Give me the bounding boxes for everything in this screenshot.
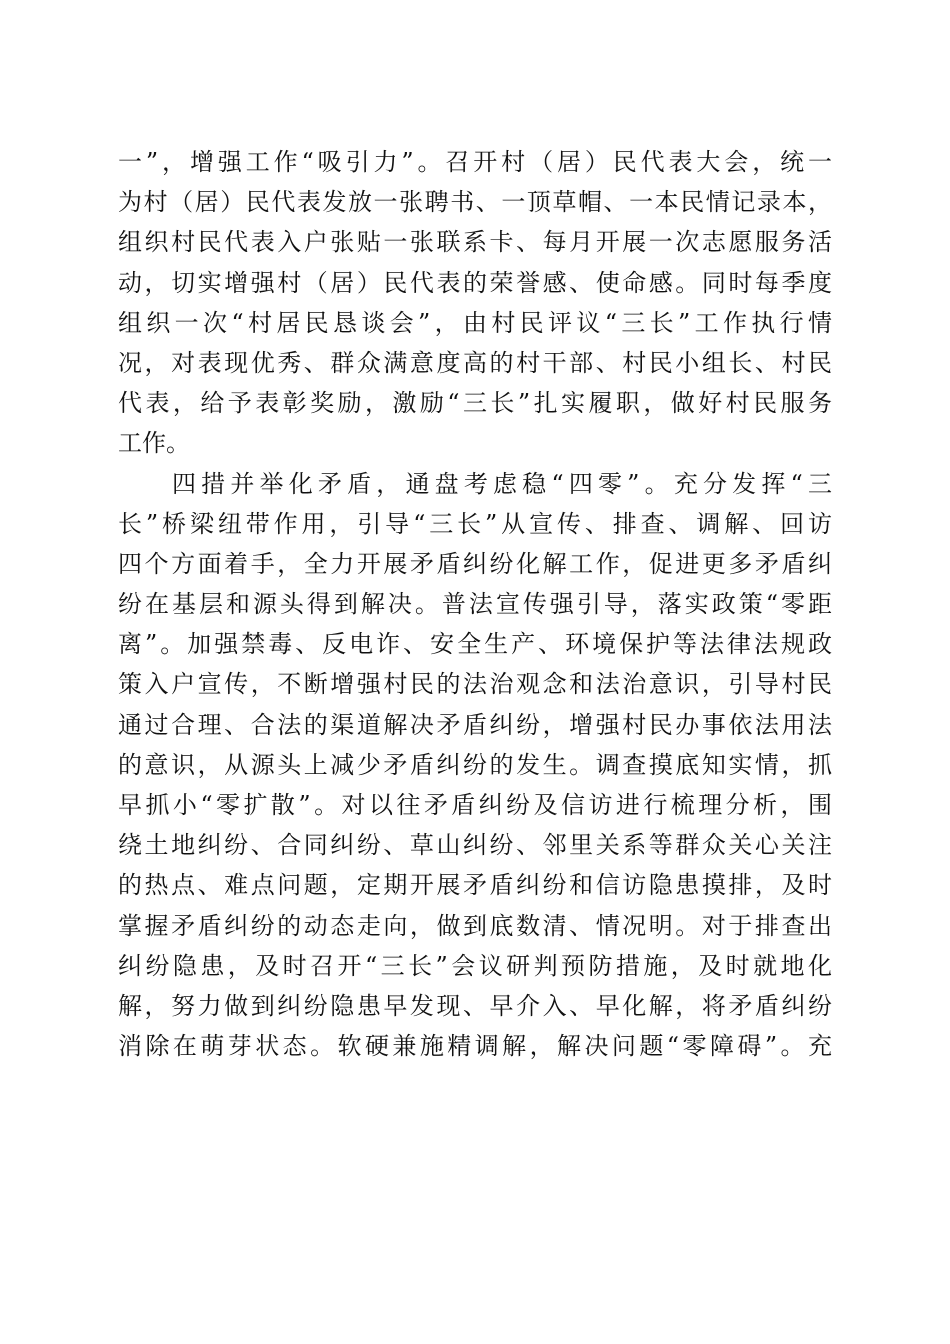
text-line: 四个方面着手，全力开展矛盾纠纷化解工作，促进更多矛盾纠	[118, 549, 832, 578]
paragraph-continuation	[118, 142, 832, 464]
text-line: 通过合理、合法的渠道解决矛盾纠纷，增强村民办事依法用法	[118, 710, 832, 739]
text-line: 组织村民代表入户张贴一张联系卡、每月开展一次志愿服务活	[118, 228, 832, 257]
text-line: 绕土地纠纷、合同纠纷、草山纠纷、邻里关系等群众关心关注	[118, 831, 832, 860]
text-line: 工作。	[118, 429, 190, 458]
text-line: 组织一次“村居民恳谈会”，由村民评议“三长”工作执行情	[118, 308, 832, 337]
paragraph-four-measures	[118, 464, 832, 1067]
text-line: 况，对表现优秀、群众满意度高的村干部、村民小组长、村民	[118, 348, 832, 377]
text-line: 早抓小“零扩散”。对以往矛盾纠纷及信访进行梳理分析，围	[118, 791, 832, 819]
text-line: 的热点、难点问题，定期开展矛盾纠纷和信访隐患摸排，及时	[118, 871, 832, 900]
text-line: 策入户宣传，不断增强村民的法治观念和法治意识，引导村民	[118, 670, 832, 699]
text-line: 的意识，从源头上减少矛盾纠纷的发生。调查摸底知实情，抓	[118, 750, 832, 779]
text-line: 代表，给予表彰奖励，激励“三长”扎实履职，做好村民服务	[118, 389, 832, 418]
text-line: 纠纷隐患，及时召开“三长”会议研判预防措施，及时就地化	[118, 951, 832, 980]
text-line: 消除在萌芽状态。软硬兼施精调解，解决问题“零障碍”。充	[118, 1032, 832, 1061]
text-line: 纷在基层和源头得到解决。普法宣传强引导，落实政策“零距	[118, 590, 832, 619]
text-line: 掌握矛盾纠纷的动态走向，做到底数清、情况明。对于排查出	[118, 911, 832, 940]
text-line: 为村（居）民代表发放一张聘书、一顶草帽、一本民情记录本，	[118, 188, 832, 217]
text-line: 长”桥梁纽带作用，引导“三长”从宣传、排查、调解、回访	[118, 509, 832, 538]
body-text	[118, 142, 832, 1066]
text-line: 四措并举化矛盾，通盘考虑稳“四零”。充分发挥“三	[172, 469, 832, 498]
text-line: 解，努力做到纠纷隐患早发现、早介入、早化解，将矛盾纠纷	[118, 991, 832, 1020]
text-line: 一”，增强工作“吸引力”。召开村（居）民代表大会，统一	[118, 148, 832, 176]
text-line: 动，切实增强村（居）民代表的荣誉感、使命感。同时每季度	[118, 268, 832, 297]
text-line: 离”。加强禁毒、反电诈、安全生产、环境保护等法律法规政	[118, 630, 832, 659]
